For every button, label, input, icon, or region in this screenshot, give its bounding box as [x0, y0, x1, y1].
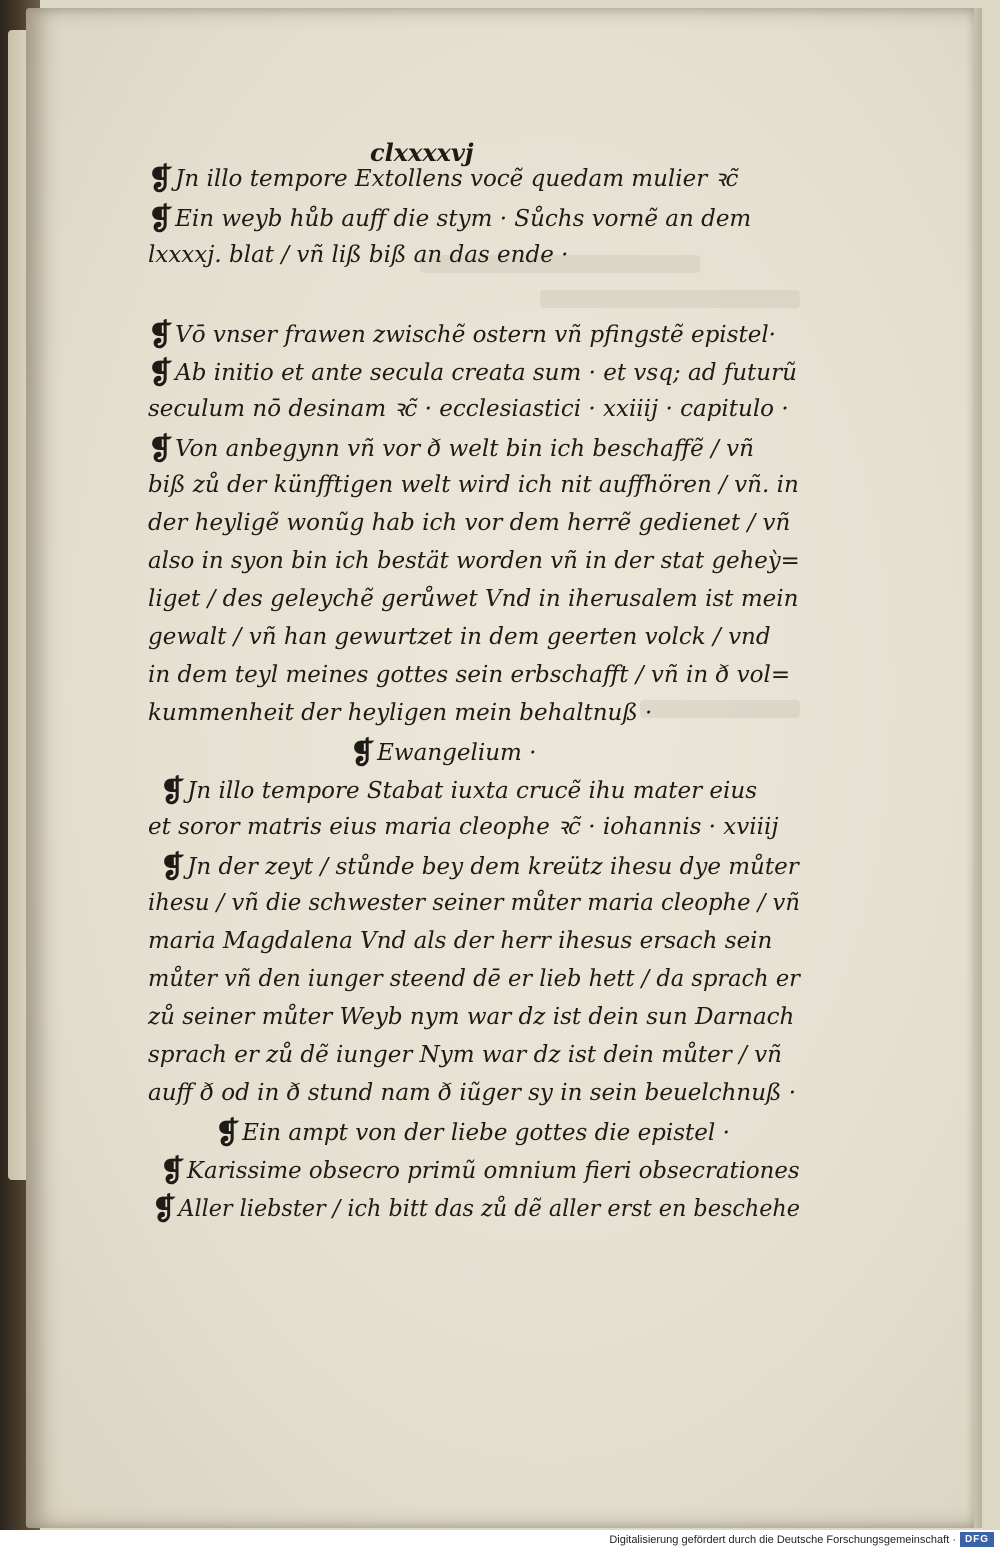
text-line	[148, 240, 568, 270]
line-text: Ein ampt von der liebe gottes die epistel ·	[242, 1120, 730, 1146]
line-text: můter vñ den iunger steend dē er lieb hett / da sprach er	[148, 966, 800, 992]
pilcrow-mark: ❡	[160, 850, 186, 885]
line-text: seculum nō desinam ꝛc̃ · ecclesiastici · xxiiij · capitulo ·	[148, 396, 789, 422]
line-text: Jn illo tempore Stabat iuxta crucẽ ihu mater eius	[187, 778, 758, 804]
text-line	[152, 1192, 800, 1227]
text-line	[350, 736, 537, 771]
line-text: auff ð od in ð stund nam ð iũger sy in sein beuelchnuß ·	[148, 1080, 797, 1106]
text-line	[148, 888, 800, 918]
line-text: der heyligẽ wonũg hab ich vor dem herrẽ gedienet / vñ	[148, 510, 791, 536]
text-line	[148, 162, 739, 197]
pilcrow-mark: ❡	[148, 432, 174, 467]
text-line	[148, 660, 790, 690]
text-line	[148, 432, 754, 467]
pilcrow-mark: ❡	[148, 202, 174, 237]
text-line	[148, 356, 797, 391]
folio-number: clxxxxvj	[370, 138, 474, 167]
text-line	[148, 622, 771, 652]
text-line	[148, 698, 652, 728]
line-text: kummenheit der heyligen mein behaltnuß ·	[148, 700, 653, 726]
dfg-logo: DFG	[960, 1532, 994, 1547]
line-text: lxxxxj. blat / vñ liß biß an das ende ·	[148, 242, 569, 268]
pilcrow-mark: ❡	[215, 1116, 241, 1151]
pilcrow-mark: ❡	[148, 318, 174, 353]
line-text: Ab initio et ante secula creata sum · et vsq; ad futurũ	[175, 360, 797, 386]
line-text: gewalt / vñ han gewurtzet in dem geerten volck / vnd	[148, 624, 771, 650]
text-line	[215, 1116, 730, 1151]
pilcrow-mark: ❡	[160, 774, 186, 809]
text-line	[148, 1002, 794, 1032]
line-text: Jn der zeyt / stůnde bey dem kreütz ihesu dye můter	[187, 854, 799, 880]
line-text: maria Magdalena Vnd als der herr ihesus ersach sein	[148, 928, 773, 954]
line-text: zů seiner můter Weyb nym war dz ist dein sun Darnach	[148, 1004, 795, 1030]
footer-bar	[0, 1530, 1000, 1549]
text-line	[148, 926, 772, 956]
line-text: Ein weyb hůb auff die stym · Sůchs vornẽ an dem	[175, 206, 752, 232]
line-text: ihesu / vñ die schwester seiner můter maria cleophe / vñ	[148, 890, 800, 916]
text-line	[148, 964, 800, 994]
text-line	[160, 1154, 800, 1189]
pilcrow-mark: ❡	[350, 736, 376, 771]
pilcrow-mark: ❡	[152, 1192, 177, 1227]
text-line	[148, 1040, 782, 1070]
line-text: et soror matris eius maria cleophe ꝛc̃ · iohannis · xviiij	[148, 814, 779, 840]
text-line	[148, 812, 778, 842]
line-text: liget / des geleychẽ gerůwet Vnd in iherusalem ist mein	[148, 586, 799, 612]
line-text: also in syon bin ich bestät worden vñ in der stat geheỳ=	[148, 548, 800, 574]
text-line	[148, 394, 789, 424]
text-line	[148, 1078, 796, 1108]
line-text: biß zů der künfftigen welt wird ich nit auffhören / vñ. in	[148, 472, 799, 498]
line-text: sprach er zů dẽ iunger Nym war dz ist dein můter / vñ	[148, 1042, 782, 1068]
footer-credit: Digitalisierung gefördert durch die Deutsche Forschungsgemeinschaft ·	[609, 1534, 956, 1546]
text-line	[148, 508, 790, 538]
pilcrow-mark: ❡	[148, 356, 174, 391]
text-line	[160, 850, 799, 885]
pilcrow-mark: ❡	[148, 162, 174, 197]
text-line	[148, 318, 776, 353]
line-text: Vō vnser frawen zwischẽ ostern vñ pfingstẽ epistel·	[175, 322, 776, 348]
line-text: Jn illo tempore Extollens vocẽ quedam mulier ꝛc̃	[175, 166, 739, 192]
text-line	[148, 546, 800, 576]
text-line	[148, 584, 798, 614]
line-text: Aller liebster / ich bitt das zů dẽ aller erst en beschehe	[178, 1196, 800, 1222]
line-text: Von anbegynn vñ vor ð welt bin ich beschaffẽ / vñ	[175, 436, 754, 462]
text-line	[148, 470, 799, 500]
text-line	[148, 202, 752, 237]
line-text: Karissime obsecro primũ omnium fieri obsecrationes	[186, 1158, 800, 1184]
line-text: in dem teyl meines gottes sein erbschafft / vñ in ð vol=	[148, 662, 791, 688]
line-text: Ewangelium ·	[377, 740, 537, 766]
text-line	[160, 774, 758, 809]
page-edge-right	[974, 8, 982, 1528]
pilcrow-mark: ❡	[160, 1154, 185, 1189]
